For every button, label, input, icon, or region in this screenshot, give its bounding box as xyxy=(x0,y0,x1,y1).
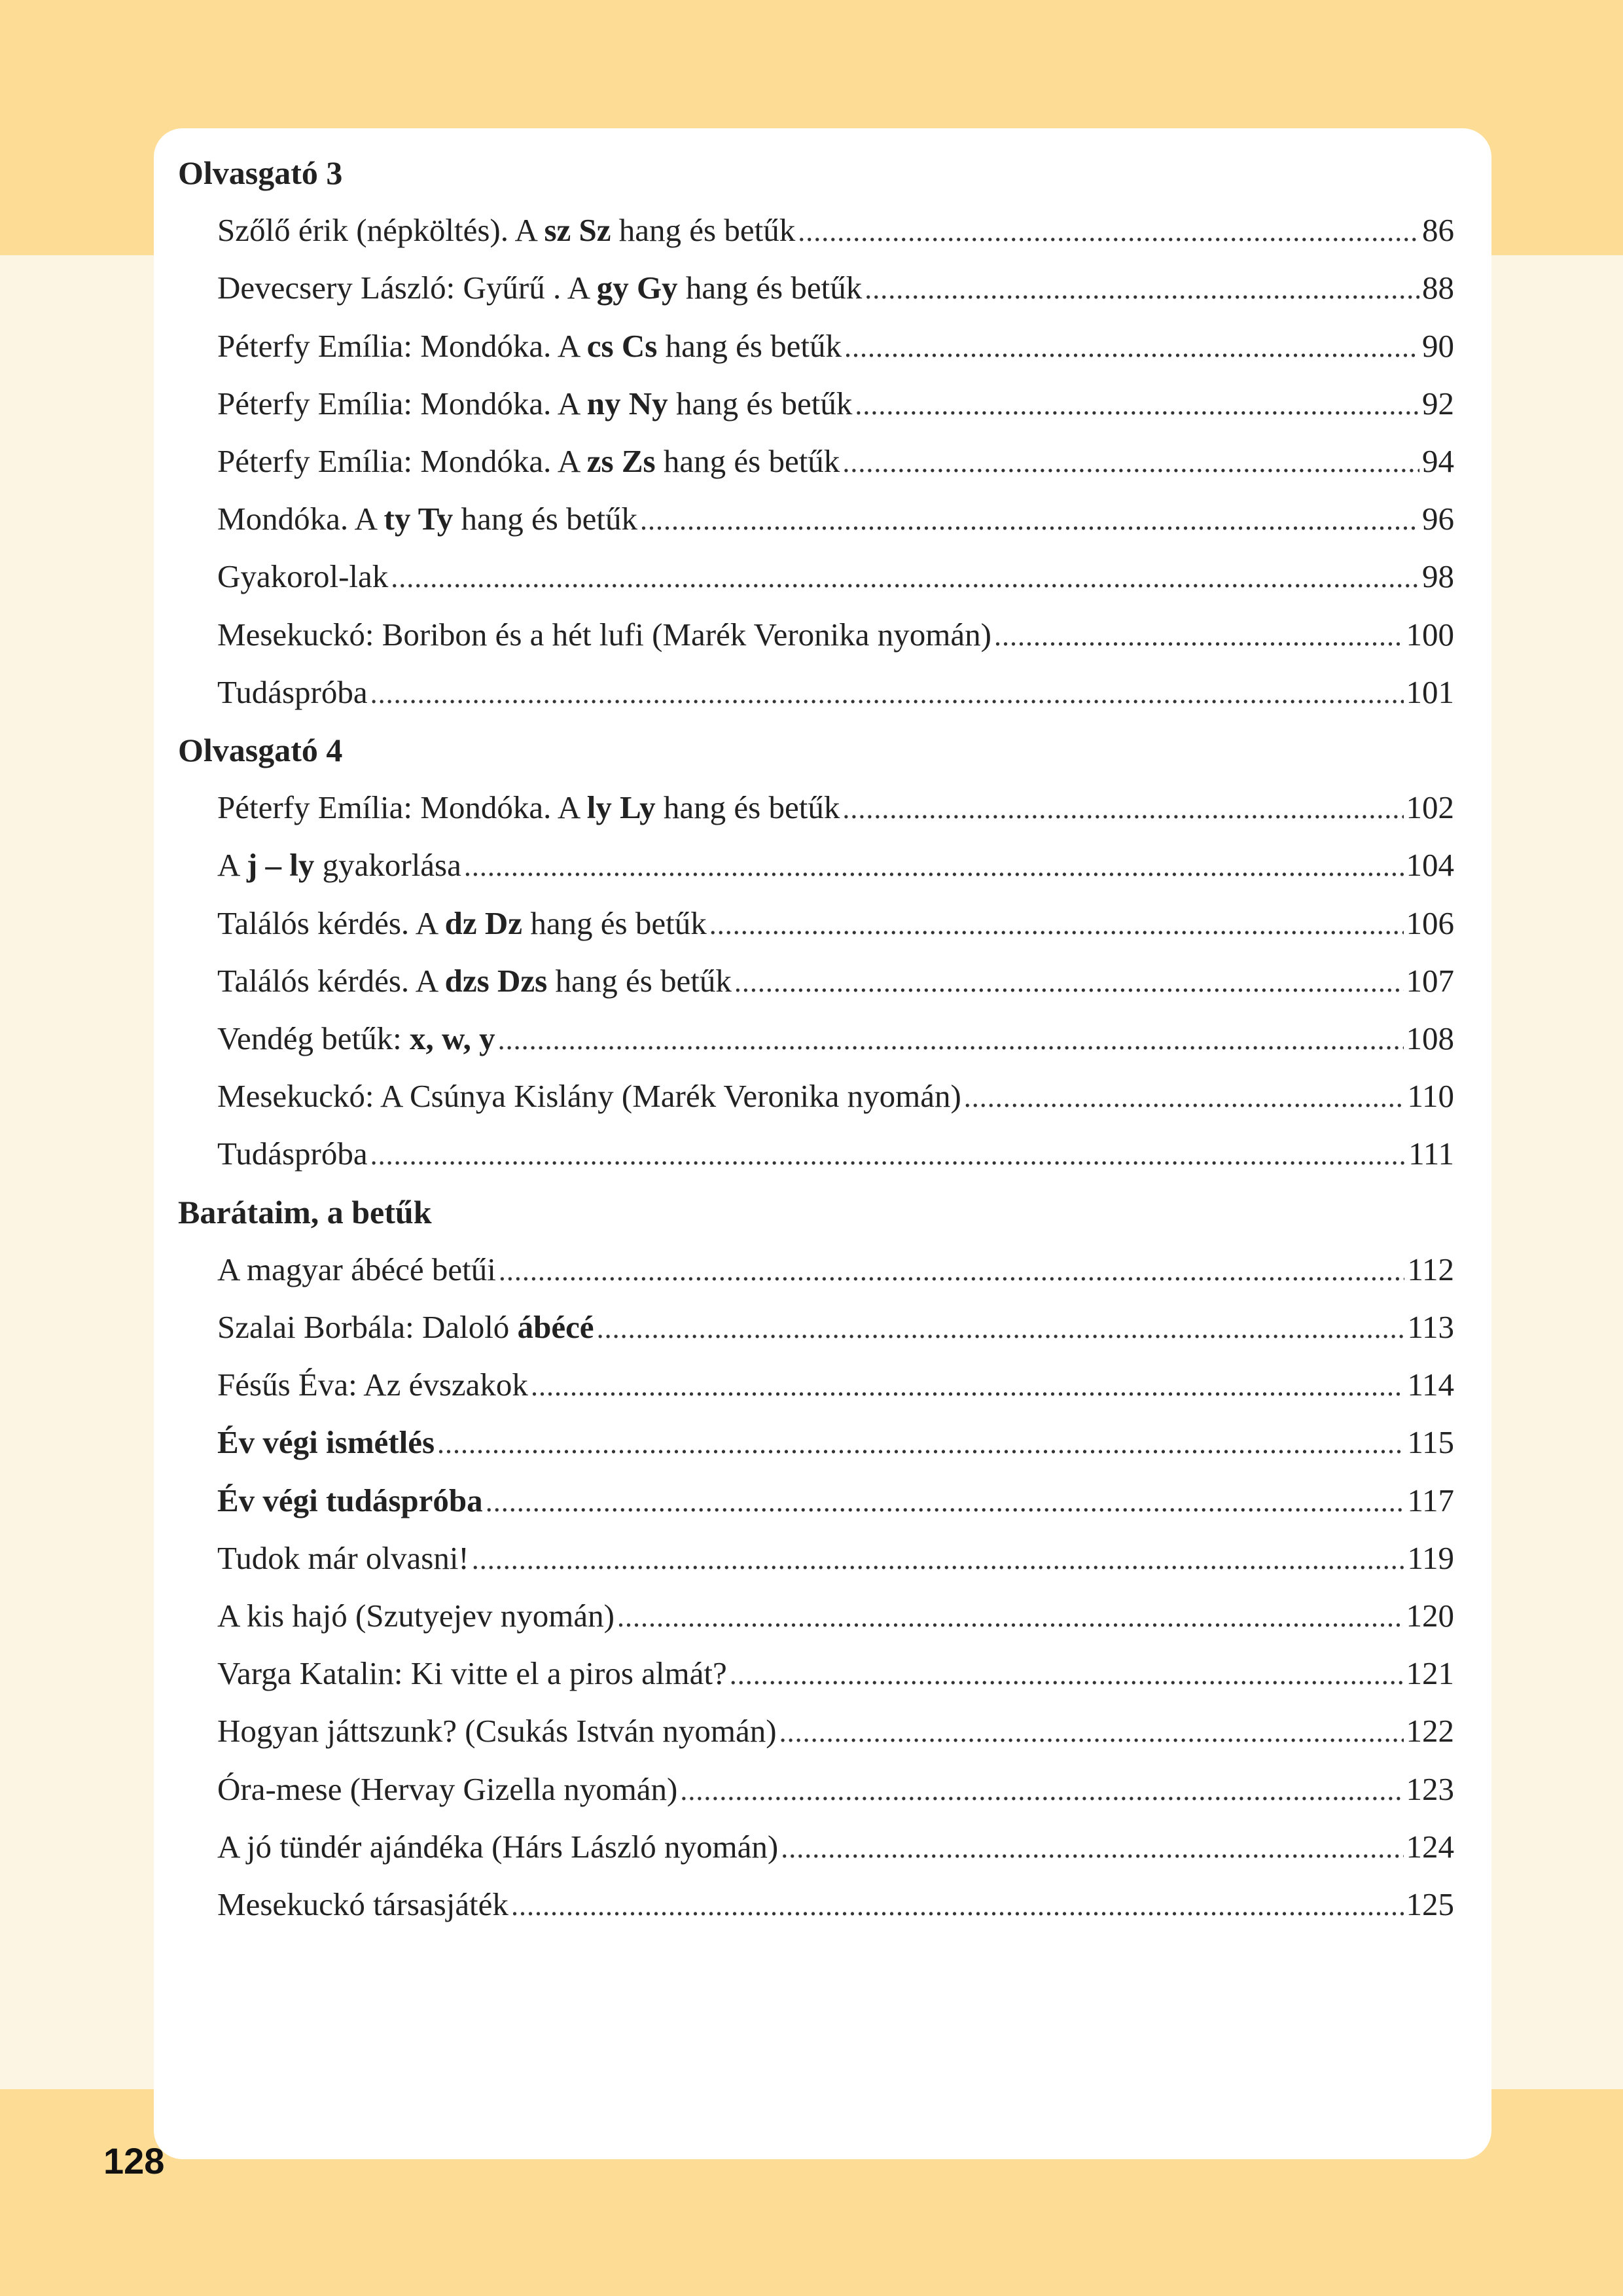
toc-entry-title xyxy=(217,788,840,827)
toc-entry-title-part: Fésűs Éva: Az évszakok xyxy=(217,1367,528,1403)
toc-entry-page: 125 xyxy=(1406,1886,1454,1922)
dot-leader xyxy=(391,558,1419,598)
toc-entry-title xyxy=(217,846,461,885)
toc-entry-title xyxy=(217,1712,777,1751)
toc-entry[interactable] xyxy=(217,1077,1454,1116)
toc-entry-page: 122 xyxy=(1406,1713,1454,1749)
toc-entry-title xyxy=(217,1423,435,1462)
toc-entry-title xyxy=(217,904,707,943)
dot-leader xyxy=(865,270,1419,309)
dot-leader xyxy=(511,1886,1404,1926)
dot-leader xyxy=(798,212,1419,251)
toc-entry-title-part: Péterfy Emília: Mondóka. A xyxy=(217,385,587,422)
toc-entry[interactable] xyxy=(217,1365,1454,1405)
toc-entry-page: 104 xyxy=(1406,847,1454,884)
toc-entry-title xyxy=(217,1134,368,1174)
toc-entry-title-part: Mondóka. A xyxy=(217,501,384,537)
toc-entry[interactable] xyxy=(217,1308,1454,1347)
toc-entry-title-part: hang és betűk xyxy=(668,385,853,422)
page-number: 128 xyxy=(103,2140,165,2181)
dot-leader xyxy=(531,1367,1404,1406)
toc-entry-title-bold-part: cs Cs xyxy=(586,327,658,364)
toc-entry[interactable] xyxy=(217,1019,1454,1058)
toc-entry-page: 110 xyxy=(1407,1078,1454,1115)
toc-entry-title-part: A magyar ábécé betűi xyxy=(217,1251,496,1287)
toc-entry[interactable] xyxy=(217,442,1454,481)
dot-leader xyxy=(730,1655,1404,1695)
toc-entry[interactable] xyxy=(217,499,1454,539)
toc-entry[interactable] xyxy=(217,1596,1454,1636)
toc-entry-page: 123 xyxy=(1406,1770,1454,1807)
dot-leader xyxy=(842,789,1403,829)
toc-entry-title xyxy=(217,1019,495,1058)
toc-entry-title-bold-part: sz Sz xyxy=(544,212,611,249)
toc-entry[interactable] xyxy=(217,673,1454,712)
toc-entry[interactable] xyxy=(217,1134,1454,1174)
toc-entry[interactable] xyxy=(217,1827,1454,1867)
toc-entry[interactable] xyxy=(217,1770,1454,1809)
toc-entry-page: 111 xyxy=(1408,1136,1454,1172)
dot-leader xyxy=(486,1482,1405,1522)
toc-entry-page: 121 xyxy=(1406,1655,1454,1692)
toc-entry[interactable] xyxy=(217,904,1454,943)
toc-entry[interactable] xyxy=(217,961,1454,1001)
toc-entry-page: 90 xyxy=(1422,327,1454,364)
toc-entry[interactable] xyxy=(217,1712,1454,1751)
dot-leader xyxy=(709,905,1404,944)
toc-entry-title-bold-part: ty Ty xyxy=(383,501,454,537)
dot-leader xyxy=(842,443,1419,482)
dot-leader xyxy=(781,1829,1403,1868)
toc-entry-page: 124 xyxy=(1406,1828,1454,1865)
toc-entry[interactable] xyxy=(217,615,1454,655)
toc-entry-title-part: Péterfy Emília: Mondóka. A xyxy=(217,789,587,826)
toc-entry[interactable] xyxy=(217,1250,1454,1289)
toc-entry-title-part: Vendég betűk: xyxy=(217,1020,410,1056)
toc-entry-title-part: Mesekuckó: Boribon és a hét lufi (Marék Veronika nyomán) xyxy=(217,616,991,653)
toc-entry-title-part: Szalai Borbála: Daloló xyxy=(217,1309,518,1345)
toc-entry-page: 106 xyxy=(1406,905,1454,941)
toc-entry-title xyxy=(217,1539,469,1578)
toc-entry[interactable] xyxy=(217,327,1454,366)
toc-entry-title xyxy=(217,1481,483,1520)
toc-entry-title-part: Gyakorol-lak xyxy=(217,558,389,595)
toc-entry-title xyxy=(217,268,862,308)
toc-entry-title-part: hang és betűk xyxy=(657,327,842,364)
dot-leader xyxy=(844,328,1419,367)
dot-leader xyxy=(855,386,1419,425)
toc-entry-page: 98 xyxy=(1422,558,1454,595)
toc-entry-page: 86 xyxy=(1422,212,1454,249)
toc-entry-title-bold-part: ábécé xyxy=(517,1309,594,1345)
dot-leader xyxy=(680,1771,1403,1810)
dot-leader xyxy=(464,847,1404,886)
toc-entry-title-bold-part: zs Zs xyxy=(586,443,656,479)
toc-entry-title-part: hang és betűk xyxy=(547,962,732,999)
toc-entry-page: 113 xyxy=(1407,1309,1454,1345)
toc-entry-title xyxy=(217,442,840,481)
toc-entry-page: 96 xyxy=(1422,501,1454,537)
toc-entry-title xyxy=(217,1885,508,1924)
toc-entry-title xyxy=(217,1365,528,1405)
toc-entry-title-part: hang és betűk xyxy=(655,443,840,479)
toc-entry-title-part: gyakorlása xyxy=(314,847,461,884)
toc-entry-title-bold-part: ly Ly xyxy=(586,789,656,826)
toc-entry[interactable] xyxy=(217,384,1454,423)
toc-entry-title-part: hang és betűk xyxy=(655,789,840,826)
toc-entry-page: 92 xyxy=(1422,385,1454,422)
toc-entry-title-part: Péterfy Emília: Mondóka. A xyxy=(217,443,587,479)
toc-entry[interactable] xyxy=(217,1654,1454,1693)
toc-entry-title xyxy=(217,673,368,712)
dot-leader xyxy=(734,963,1404,1002)
toc-entry[interactable] xyxy=(217,1539,1454,1578)
toc-entry-title-part: hang és betűk xyxy=(453,501,637,537)
toc-entry-title xyxy=(217,1596,615,1636)
toc-entry-title xyxy=(217,615,991,655)
toc-entry-title xyxy=(217,1308,594,1347)
toc-entry-page: 112 xyxy=(1407,1251,1454,1287)
dot-leader xyxy=(498,1020,1404,1060)
dot-leader xyxy=(499,1251,1404,1291)
toc-entry-title-part: Tudáspróba xyxy=(217,1136,368,1172)
dot-leader xyxy=(472,1540,1405,1579)
toc-entry-title xyxy=(217,327,842,366)
toc-entry-title-bold-part: Év végi ismétlés xyxy=(217,1424,435,1461)
toc-entry-title xyxy=(217,1250,496,1289)
dot-leader xyxy=(370,1136,1406,1175)
toc-entry-page: 101 xyxy=(1406,673,1454,710)
toc-entry[interactable] xyxy=(217,268,1454,308)
toc-entry-page: 108 xyxy=(1406,1020,1454,1056)
dot-leader xyxy=(640,501,1419,540)
toc-entry-page: 115 xyxy=(1407,1424,1454,1461)
toc-entry-title-bold-part: ny Ny xyxy=(586,385,668,422)
dot-leader xyxy=(779,1713,1404,1752)
toc-entry-page: 102 xyxy=(1406,789,1454,826)
toc-entry-title-bold-part: dz Dz xyxy=(444,905,523,941)
toc-entry-title-bold-part: dzs Dzs xyxy=(444,962,548,999)
toc-entry-title-part: Tudáspróba xyxy=(217,673,368,710)
toc-entry[interactable] xyxy=(217,1885,1454,1924)
toc-entry[interactable] xyxy=(217,1481,1454,1520)
toc-entry[interactable] xyxy=(217,846,1454,885)
dot-leader xyxy=(964,1078,1405,1117)
toc-entry-page: 114 xyxy=(1407,1367,1454,1403)
toc-entry-page: 100 xyxy=(1406,616,1454,653)
toc-entry-title xyxy=(217,557,388,596)
toc-entry-title-bold-part: gy Gy xyxy=(596,270,678,306)
toc-entry-page: 94 xyxy=(1422,443,1454,479)
toc-entry-title-bold-part: x, w, y xyxy=(409,1020,495,1056)
toc-entry[interactable] xyxy=(217,211,1454,250)
toc-entry-page: 88 xyxy=(1422,270,1454,306)
toc-entry-page: 107 xyxy=(1406,962,1454,999)
toc-entry-title xyxy=(217,1770,677,1809)
toc-entry-title-part: A kis hajó (Szutyejev nyomán) xyxy=(217,1598,615,1634)
toc-entry-title-part: hang és betűk xyxy=(677,270,863,306)
toc-entry-title xyxy=(217,1654,727,1693)
toc-entry-title xyxy=(217,211,795,250)
toc-entry-page: 119 xyxy=(1407,1539,1454,1576)
dot-leader xyxy=(994,617,1404,656)
toc-entry-title-part: Óra-mese (Hervay Gizella nyomán) xyxy=(217,1770,678,1807)
dot-leader xyxy=(617,1598,1404,1637)
section-heading: Olvasgató 3 xyxy=(178,154,343,191)
toc-entry-title-bold-part: j – ly xyxy=(246,847,315,884)
toc-entry-title-part: Devecsery László: Gyűrű . A xyxy=(217,270,597,306)
toc-entry-title-part: hang és betűk xyxy=(611,212,796,249)
toc-entry-page: 117 xyxy=(1407,1482,1454,1518)
toc-entry-title-bold-part: Év végi tudáspróba xyxy=(217,1482,483,1518)
dot-leader xyxy=(370,674,1404,713)
toc-entry-page: 120 xyxy=(1406,1598,1454,1634)
dot-leader xyxy=(597,1309,1405,1348)
toc-entry-title-part: Péterfy Emília: Mondóka. A xyxy=(217,327,587,364)
toc-entry[interactable] xyxy=(217,788,1454,827)
toc-entry-title-part: A jó tündér ajándéka (Hárs László nyomán) xyxy=(217,1828,779,1865)
toc-entry-title-part: A xyxy=(217,847,247,884)
toc-entry-title-part: hang és betűk xyxy=(522,905,707,941)
toc-entry-title xyxy=(217,384,852,423)
toc-entry-title-part: Mesekuckó: A Csúnya Kislány (Marék Veronika nyomán) xyxy=(217,1078,961,1115)
toc-entry[interactable] xyxy=(217,557,1454,596)
toc-entry-title xyxy=(217,1827,778,1867)
toc-entry-title-part: Találós kérdés. A xyxy=(217,905,445,941)
toc-entry-title-part: Találós kérdés. A xyxy=(217,962,445,999)
toc-entry[interactable] xyxy=(217,1423,1454,1462)
toc-entry-title-part: Varga Katalin: Ki vitte el a piros almát? xyxy=(217,1655,727,1692)
section-heading: Barátaim, a betűk xyxy=(178,1193,432,1230)
toc-entry-title-part: Hogyan játtszunk? (Csukás István nyomán) xyxy=(217,1713,777,1749)
section-heading: Olvasgató 4 xyxy=(178,732,343,768)
toc-entry-title-part: Szőlő érik (népköltés). A xyxy=(217,212,544,249)
dot-leader xyxy=(437,1424,1404,1463)
toc-entry-title-part: Mesekuckó társasjáték xyxy=(217,1886,508,1922)
content-card xyxy=(154,128,1491,2159)
toc-entry-title xyxy=(217,499,637,539)
toc-entry-title xyxy=(217,961,732,1001)
toc-entry-title xyxy=(217,1077,961,1116)
toc-entry-title-part: Tudok már olvasni! xyxy=(217,1539,469,1576)
